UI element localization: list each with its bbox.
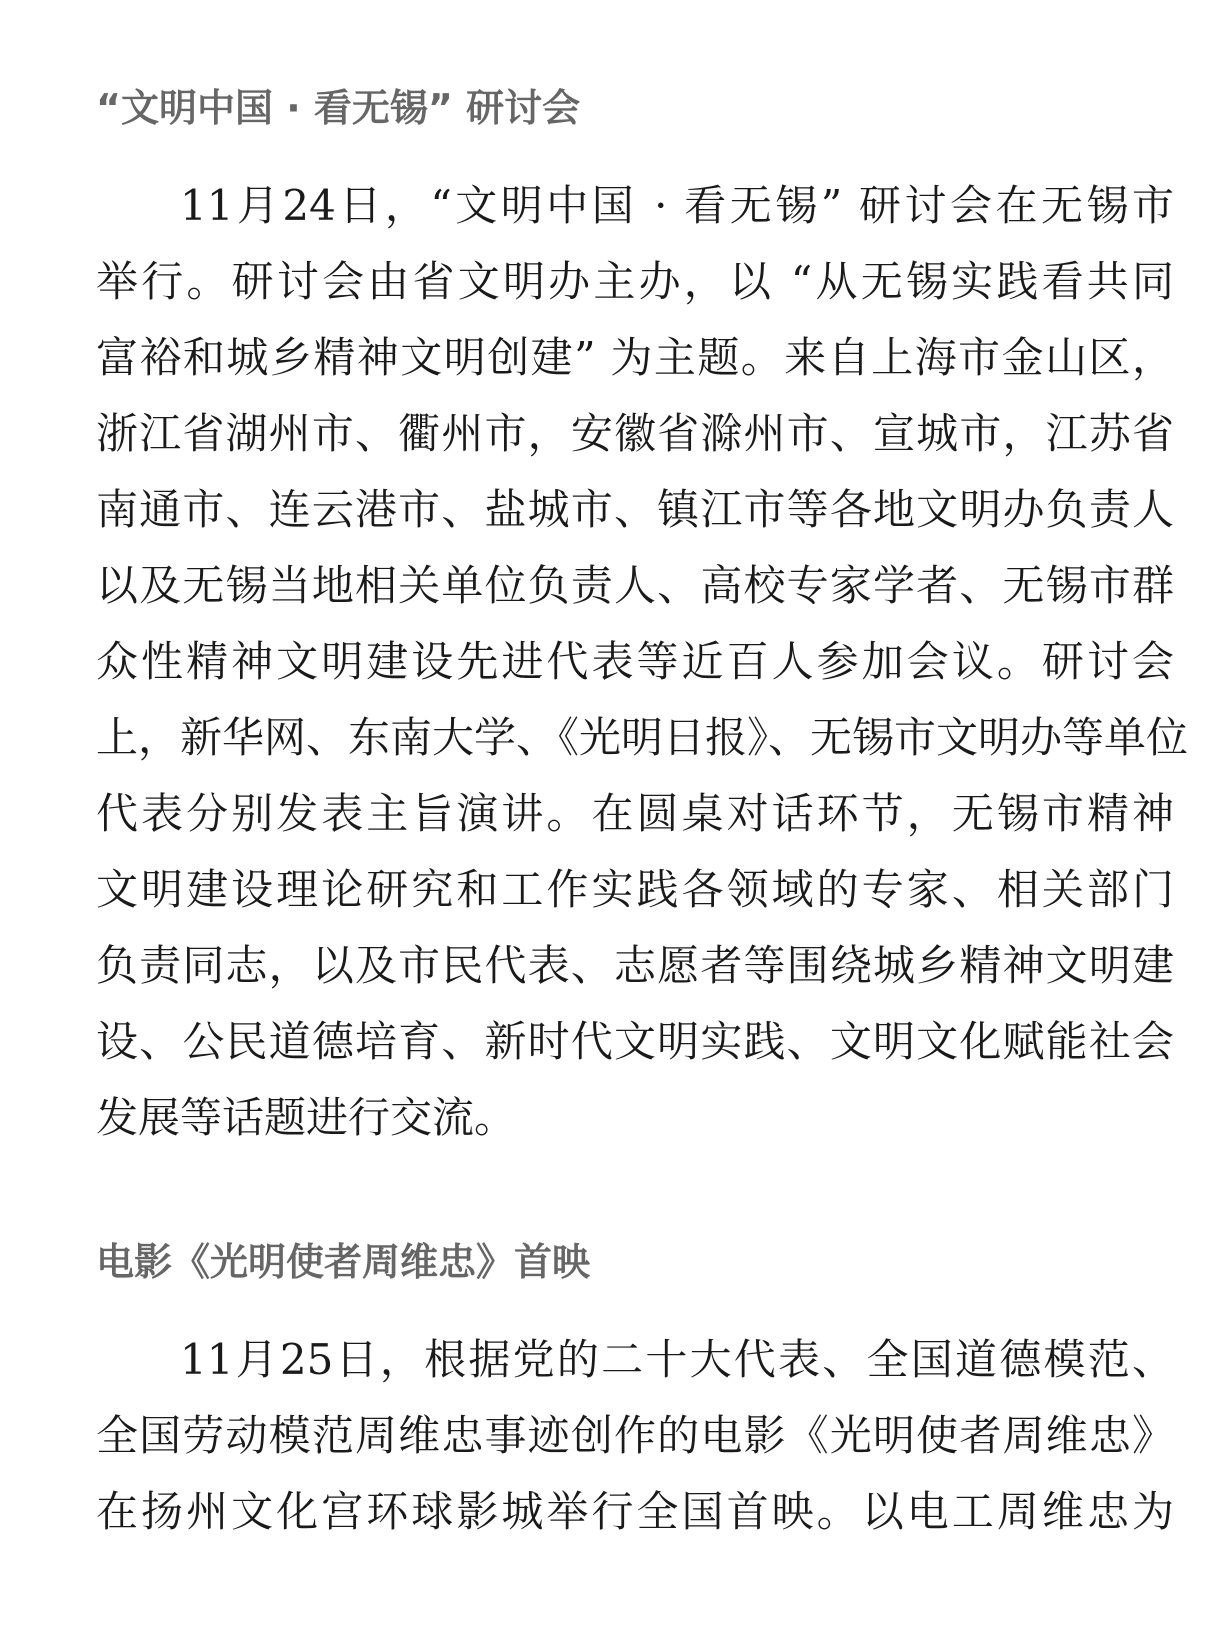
paragraph-line: 设、公民道德培育、新时代文明实践、文明文化赋能社会 xyxy=(96,1017,1174,1066)
paragraph-line: 上，新华网、东南大学、《光明日报》、无锡市文明办等单位 xyxy=(96,713,1189,762)
paragraph-line: 在扬州文化宫环球影城举行全国首映。以电工周维忠为 xyxy=(96,1487,1174,1536)
paragraph-line: 全国劳动模范周维忠事迹创作的电影《光明使者周维忠》 xyxy=(96,1411,1174,1460)
paragraph-line: 众性精神文明建设先进代表等近百人参加会议。研讨会 xyxy=(96,637,1174,686)
paragraph-line: 11月24日，“文明中国 · 看无锡” 研讨会在无锡市 xyxy=(180,181,1174,230)
paragraph-line: 举行。研讨会由省文明办主办，以 “从无锡实践看共同 xyxy=(96,257,1174,306)
paragraph-line: 南通市、连云港市、盐城市、镇江市等各地文明办负责人 xyxy=(96,485,1174,534)
section-title-film-premiere: 电影《光明使者周维忠》首映 xyxy=(96,1240,591,1284)
paragraph-line: 负责同志，以及市民代表、志愿者等围绕城乡精神文明建 xyxy=(96,941,1174,990)
paragraph-line: 代表分别发表主旨演讲。在圆桌对话环节，无锡市精神 xyxy=(96,789,1174,838)
section-title-seminar: “文明中国 · 看无锡” 研讨会 xyxy=(96,86,581,130)
paragraph-line: 文明建设理论研究和工作实践各领域的专家、相关部门 xyxy=(96,865,1174,914)
paragraph-line: 富裕和城乡精神文明创建” 为主题。来自上海市金山区， xyxy=(96,333,1174,382)
paragraph-line: 以及无锡当地相关单位负责人、高校专家学者、无锡市群 xyxy=(96,561,1174,610)
paragraph-line: 浙江省湖州市、衢州市，安徽省滁州市、宣城市，江苏省 xyxy=(96,409,1174,458)
paragraph-line: 发展等话题进行交流。 xyxy=(96,1093,517,1142)
paragraph-line: 11月25日，根据党的二十大代表、全国道德模范、 xyxy=(180,1335,1174,1384)
